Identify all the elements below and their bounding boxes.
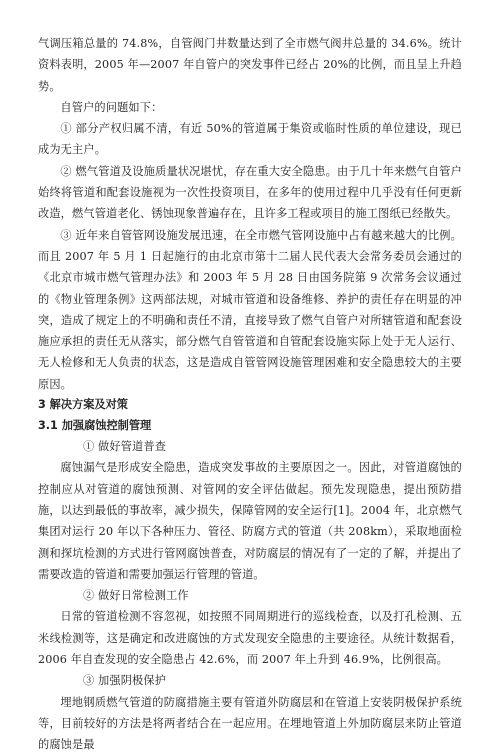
paragraph-problem-2: ② 燃气管道及设施质量状况堪忧，存在重大安全隐患。由于几十年来燃气自管户始终将管道和配套设施视为一次性投资项目，在多年的使用过程中几乎没有任何更新改造，燃气管道老化、锈蚀现象普遍存在，且许多工程或项目的施工图纸已经散失。	[38, 164, 462, 221]
paragraph-problems-intro: 自管户的问题如下：	[60, 100, 163, 114]
paragraph-pipeline-survey: 腐蚀漏气是形成安全隐患，造成突发事故的主要原因之一。因此，对管道腐蚀的控制应从对管道的腐蚀预测、对管网的安全评估做起。预先发现隐患，提出预防措施，以达到最低的事故率，减少损失，保障管网的安全运行[1]。2004 年，北京燃气集团对运行 20 年以下各种压力、管径、防腐方式的管道（共 208km），采取地面检测和探坑检测的方式进行管网腐蚀普查，对防腐层的情况有了一定的了解，并提出了需要改造的管道和需要加强运行管理的管道。	[38, 461, 462, 581]
item-heading-daily-inspection: ② 做好日常检测工作	[83, 589, 189, 603]
paragraph-daily-inspection: 日常的管道检测不容忽视，如按照不同周期进行的巡线检查，以及打孔检测、五米线检测等，这是确定和改进腐蚀的方式发现安全隐患的主要途径。从统计数据看，2006 年自查发现的安全隐患占 42.6%，而 2007 年上升到 46.9%，比例很高。	[38, 610, 462, 667]
paragraph-statistics: 气调压箱总量的 74.8%，自管阀门井数量达到了全市燃气阀井总量的 34.6%。统计资料表明，2005 年—2007 年自管户的突发事件已经占 20%的比例，而且呈上升趋势。	[38, 37, 462, 93]
document-page	[38, 33, 462, 756]
item-heading-cathodic-protection: ③ 加强阴极保护	[83, 674, 167, 688]
subsection-heading-corrosion-control: 3.1 加强腐蚀控制管理	[38, 418, 152, 432]
paragraph-cathodic-protection: 埋地钢质燃气管道的防腐措施主要有管道外防腐层和在管道上安装阴极保护系统等，目前较好的方法是将两者结合在一起应用。在埋地管道上外加防腐层来防止管道的腐蚀是最	[38, 695, 462, 752]
item-heading-pipeline-survey: ① 做好管道普查	[83, 440, 167, 454]
section-heading-solutions: 3 解决方案及对策	[38, 398, 128, 412]
paragraph-problem-1: ① 部分产权归属不清，有近 50%的管道属于集资或临时性质的单位建设，现已成为无主户。	[38, 122, 462, 157]
paragraph-problem-3: ③ 近年来自管管网设施发展迅速，在全市燃气管网设施中占有越来越大的比例。而且 2007 年 5 月 1 日起施行的由北京市第十二届人民代表大会常务委员会通过的《北京市城市燃气管理办法》和 2003 年 5 月 28 日由国务院第 9 次常务会议通过的《物业管理条例》这两部法规，对城市管道和设备维修、养护的责任存在明显的冲突，造成了规定上的不明确和责任不清，直接导致了燃气自管户对所辖管道和配套设施应承担的责任无从落实，部分燃气自管管道和自管配套设施实际上处于无人运行、无人检修和无人负责的状态，这是造成自管管网设施管理困难和安全隐患较大的主要原因。	[38, 228, 462, 391]
